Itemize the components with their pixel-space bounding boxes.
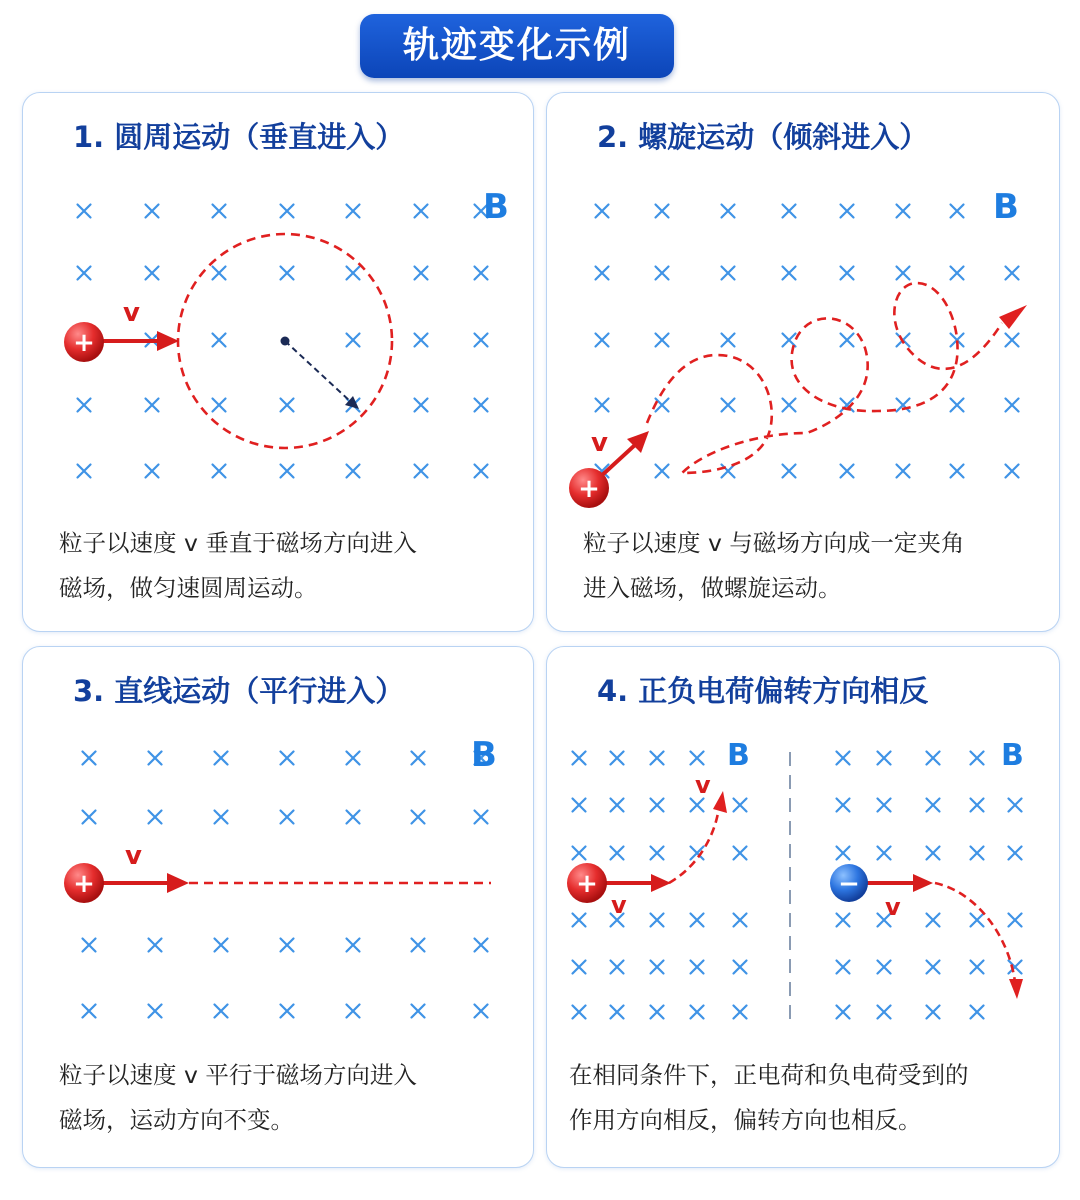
cross-x-icon — [783, 267, 796, 280]
page-title: 轨迹变化示例 — [360, 14, 674, 78]
field-label-b: B — [471, 735, 497, 775]
cross-x-icon — [1006, 399, 1019, 412]
cross-x-icon — [1009, 799, 1022, 812]
positive-charge-icon — [64, 863, 104, 903]
cross-x-icon — [611, 847, 624, 860]
cross-x-icon — [783, 399, 796, 412]
positive-charge-icon — [567, 863, 607, 903]
helical-motion-figure — [547, 93, 1059, 523]
cross-x-icon — [475, 1005, 488, 1018]
cross-x-icon — [691, 914, 704, 927]
cross-x-icon — [213, 334, 226, 347]
cross-x-icon — [475, 399, 488, 412]
cross-x-icon — [656, 465, 669, 478]
cross-x-icon — [215, 811, 228, 824]
radius-line — [285, 341, 351, 402]
cross-x-icon — [722, 334, 735, 347]
cross-x-icon — [146, 399, 159, 412]
cross-x-icon — [415, 267, 428, 280]
cross-x-icon — [734, 799, 747, 812]
cross-x-icon — [611, 1006, 624, 1019]
velocity-arrowhead — [167, 873, 189, 893]
cross-x-icon — [1006, 267, 1019, 280]
velocity-label: v — [125, 841, 142, 871]
cross-x-icon — [951, 465, 964, 478]
velocity-arrowhead — [157, 331, 179, 351]
cross-x-icon — [347, 939, 360, 952]
trajectory-arrowhead — [999, 305, 1027, 329]
cross-x-icon — [573, 847, 586, 860]
cross-x-icon — [971, 847, 984, 860]
cross-x-icon — [573, 799, 586, 812]
cross-x-icon — [927, 799, 940, 812]
cross-x-icon — [78, 267, 91, 280]
cross-x-icon — [83, 811, 96, 824]
panel-title: 2. 螺旋运动（倾斜进入） — [597, 120, 929, 154]
field-label-b-right: B — [1001, 738, 1024, 773]
cross-x-icon — [146, 465, 159, 478]
panel-description: 粒子以速度 v 与磁场方向成一定夹角 进入磁场，做螺旋运动。 — [583, 529, 965, 602]
cross-x-icon — [1006, 465, 1019, 478]
cross-x-icon — [951, 267, 964, 280]
cross-x-icon — [927, 847, 940, 860]
positive-trajectory — [669, 807, 719, 883]
cross-x-icon — [347, 267, 360, 280]
cross-x-icon — [281, 205, 294, 218]
cross-x-icon — [78, 205, 91, 218]
velocity-label: v — [123, 298, 140, 328]
cross-x-icon — [281, 752, 294, 765]
cross-x-icon — [347, 205, 360, 218]
cross-x-icon — [1006, 334, 1019, 347]
cross-x-icon — [347, 811, 360, 824]
cross-x-icon — [415, 465, 428, 478]
cross-x-icon — [691, 799, 704, 812]
cross-x-icon — [897, 465, 910, 478]
cross-x-icon — [475, 334, 488, 347]
cross-x-icon — [146, 267, 159, 280]
cross-x-icon — [347, 465, 360, 478]
cross-x-icon — [927, 961, 940, 974]
cross-x-icon — [281, 399, 294, 412]
cross-x-icon — [734, 961, 747, 974]
cross-x-icon — [783, 334, 796, 347]
cross-x-icon — [347, 1005, 360, 1018]
cross-x-icon — [971, 1006, 984, 1019]
cross-x-icon — [971, 799, 984, 812]
cross-x-icon — [651, 961, 664, 974]
cross-x-icon — [281, 1005, 294, 1018]
cross-x-icon — [1009, 847, 1022, 860]
cross-x-icon — [722, 267, 735, 280]
cross-x-icon — [78, 399, 91, 412]
cross-x-icon — [841, 267, 854, 280]
cross-x-icon — [971, 914, 984, 927]
cross-x-icon — [149, 939, 162, 952]
panel-title: 1. 圆周运动（垂直进入） — [73, 120, 405, 154]
cross-x-icon — [213, 205, 226, 218]
cross-x-icon — [951, 399, 964, 412]
cross-x-icon — [651, 1006, 664, 1019]
cross-x-icon — [611, 752, 624, 765]
svg-text:+: + — [576, 869, 598, 899]
velocity-label-negative: v — [885, 893, 901, 921]
cross-x-icon — [281, 267, 294, 280]
panel-description: 在相同条件下，正电荷和负电荷受到的 作用方向相反，偏转方向也相反。 — [569, 1061, 969, 1134]
cross-x-icon — [596, 399, 609, 412]
cross-x-icon — [347, 752, 360, 765]
cross-x-icon — [656, 205, 669, 218]
cross-x-icon — [213, 399, 226, 412]
cross-x-icon — [656, 267, 669, 280]
cross-x-icon — [878, 961, 891, 974]
field-label-b: B — [483, 187, 509, 227]
cross-x-icon — [149, 811, 162, 824]
panel-title: 4. 正负电荷偏转方向相反 — [597, 674, 929, 708]
cross-x-icon — [783, 205, 796, 218]
cross-x-icon — [837, 914, 850, 927]
cross-x-icon — [213, 465, 226, 478]
cross-x-icon — [149, 752, 162, 765]
cross-x-icon — [146, 205, 159, 218]
cross-x-icon — [927, 1006, 940, 1019]
positive-velocity-arrowhead — [651, 874, 671, 892]
cross-x-icon — [927, 914, 940, 927]
cross-x-icon — [841, 465, 854, 478]
cross-x-icon — [651, 752, 664, 765]
cross-x-icon — [722, 399, 735, 412]
positive-charge-icon — [569, 468, 609, 508]
helical-trajectory — [647, 283, 1002, 473]
panel-circular-motion — [22, 92, 534, 632]
cross-x-icon — [651, 847, 664, 860]
cross-x-icon — [215, 752, 228, 765]
negative-trajectory — [935, 883, 1015, 982]
cross-x-icon — [841, 334, 854, 347]
cross-x-icon — [281, 811, 294, 824]
magnetic-field-grid — [596, 205, 1019, 478]
panel-helical-motion — [546, 92, 1060, 632]
cross-x-icon — [415, 205, 428, 218]
cross-x-icon — [596, 334, 609, 347]
cross-x-icon — [837, 799, 850, 812]
cross-x-icon — [281, 465, 294, 478]
svg-text:+: + — [73, 328, 95, 358]
cross-x-icon — [573, 914, 586, 927]
panel-linear-motion — [22, 646, 534, 1168]
panel-title: 3. 直线运动（平行进入） — [73, 674, 405, 708]
cross-x-icon — [415, 334, 428, 347]
cross-x-icon — [951, 205, 964, 218]
cross-x-icon — [971, 961, 984, 974]
cross-x-icon — [837, 752, 850, 765]
cross-x-icon — [412, 1005, 425, 1018]
negative-velocity-arrowhead — [913, 874, 933, 892]
cross-x-icon — [412, 811, 425, 824]
cross-x-icon — [734, 914, 747, 927]
cross-x-icon — [573, 1006, 586, 1019]
cross-x-icon — [611, 799, 624, 812]
cross-x-icon — [837, 961, 850, 974]
circular-motion-figure — [23, 93, 533, 523]
cross-x-icon — [783, 465, 796, 478]
cross-x-icon — [1009, 914, 1022, 927]
svg-text:+: + — [578, 474, 600, 504]
field-label-b: B — [993, 187, 1019, 227]
cross-x-icon — [412, 752, 425, 765]
cross-x-icon — [573, 752, 586, 765]
positive-trajectory-arrowhead — [713, 791, 727, 813]
cross-x-icon — [691, 752, 704, 765]
cross-x-icon — [149, 1005, 162, 1018]
panel-description: 粒子以速度 v 垂直于磁场方向进入 磁场，做匀速圆周运动。 — [59, 529, 417, 602]
cross-x-icon — [347, 334, 360, 347]
cross-x-icon — [734, 847, 747, 860]
cross-x-icon — [412, 939, 425, 952]
panel-description: 粒子以速度 v 平行于磁场方向进入 磁场，运动方向不变。 — [59, 1061, 417, 1134]
cross-x-icon — [83, 939, 96, 952]
field-label-b-left: B — [727, 738, 750, 773]
positive-charge-icon — [64, 322, 104, 362]
cross-x-icon — [897, 205, 910, 218]
cross-x-icon — [215, 1005, 228, 1018]
cross-x-icon — [971, 752, 984, 765]
cross-x-icon — [281, 939, 294, 952]
cross-x-icon — [841, 205, 854, 218]
cross-x-icon — [596, 205, 609, 218]
cross-x-icon — [611, 961, 624, 974]
svg-text:+: + — [73, 869, 95, 899]
cross-x-icon — [878, 752, 891, 765]
cross-x-icon — [213, 267, 226, 280]
cross-x-icon — [897, 267, 910, 280]
cross-x-icon — [215, 939, 228, 952]
opposite-deflection-figure — [547, 647, 1059, 1047]
cross-x-icon — [475, 811, 488, 824]
cross-x-icon — [878, 847, 891, 860]
cross-x-icon — [651, 799, 664, 812]
cross-x-icon — [573, 961, 586, 974]
negative-trajectory-arrowhead — [1009, 979, 1023, 999]
cross-x-icon — [596, 267, 609, 280]
cross-x-icon — [415, 399, 428, 412]
cross-x-icon — [878, 1006, 891, 1019]
cross-x-icon — [83, 752, 96, 765]
cross-x-icon — [837, 847, 850, 860]
linear-motion-figure — [23, 647, 533, 1047]
velocity-label: v — [591, 428, 608, 458]
cross-x-icon — [722, 205, 735, 218]
svg-text:−: − — [838, 869, 860, 899]
cross-x-icon — [837, 1006, 850, 1019]
cross-x-icon — [78, 465, 91, 478]
cross-x-icon — [475, 267, 488, 280]
cross-x-icon — [651, 914, 664, 927]
panel-opposite-deflection — [546, 646, 1060, 1168]
cross-x-icon — [691, 1006, 704, 1019]
cross-x-icon — [734, 1006, 747, 1019]
cross-x-icon — [475, 939, 488, 952]
velocity-label-positive: v — [611, 891, 627, 919]
minus-charge-icon — [830, 864, 868, 902]
velocity-label-top: v — [695, 771, 711, 799]
cross-x-icon — [656, 399, 669, 412]
cross-x-icon — [475, 465, 488, 478]
cross-x-icon — [656, 334, 669, 347]
cross-x-icon — [1009, 961, 1022, 974]
cross-x-icon — [691, 961, 704, 974]
cross-x-icon — [927, 752, 940, 765]
cross-x-icon — [83, 1005, 96, 1018]
cross-x-icon — [878, 799, 891, 812]
